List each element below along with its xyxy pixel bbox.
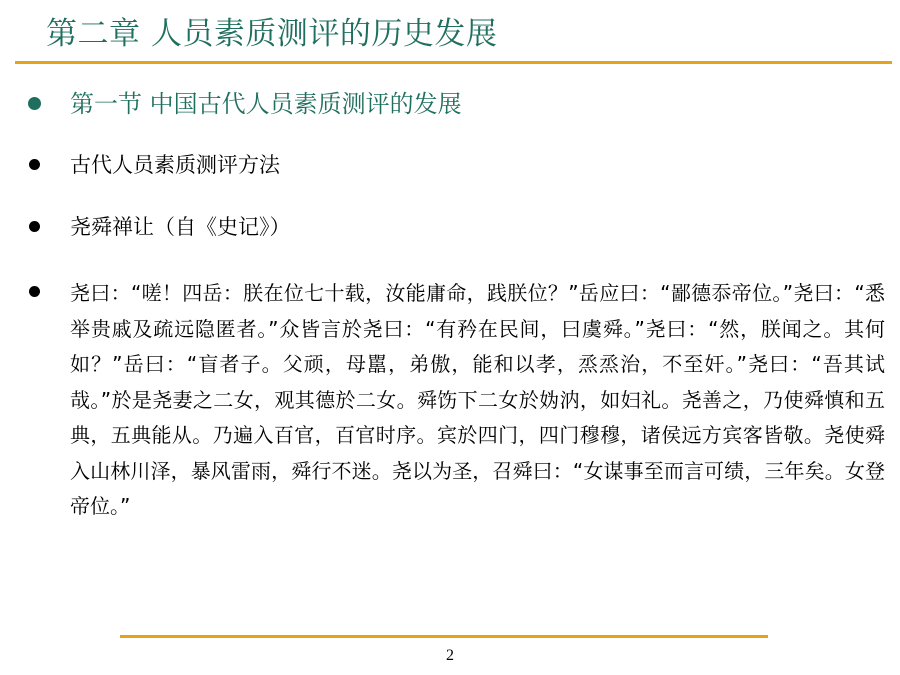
- bullet-dot-icon: [28, 97, 41, 110]
- title-divider: [15, 61, 892, 64]
- bullet-dot-icon: [29, 286, 40, 297]
- footer-divider: [120, 635, 768, 638]
- bullet-dot-icon: [29, 221, 40, 232]
- quote-paragraph: 尧曰：“嗟！四岳：朕在位七十载，汝能庸命，践朕位？”岳应曰：“鄙德忝帝位。”尧曰：“悉举贵戚及疏远隐匿者。”众皆言於尧曰：“有矜在民间，曰虞舜。”尧曰：“然，朕闻之。其何如？”岳曰：“盲者子。父顽，母嚚，弟傲，能和以孝，烝烝治，不至奸。”尧曰：“吾其试哉。”於是尧妻之二女，观其德於二女。舜饬下二女於妫汭，如妇礼。尧善之，乃使舜慎和五典，五典能从。乃遍入百官，百官时序。宾於四门，四门穆穆，诸侯远方宾客皆敬。尧使舜入山林川泽，暴风雷雨，舜行不迷。尧以为圣，召舜曰：“女谋事至而言可绩，三年矣。女登帝位。”: [70, 281, 885, 518]
- bullet-item-methods: 古代人员素质测评方法: [70, 153, 280, 177]
- section-heading: 第一节 中国古代人员素质测评的发展: [70, 90, 462, 118]
- page-number: 2: [446, 647, 454, 664]
- slide-title: 第二章 人员素质测评的历史发展: [46, 16, 498, 52]
- bullet-dot-icon: [29, 159, 40, 170]
- bullet-item-source: 尧舜禅让（自《史记》）: [70, 215, 291, 239]
